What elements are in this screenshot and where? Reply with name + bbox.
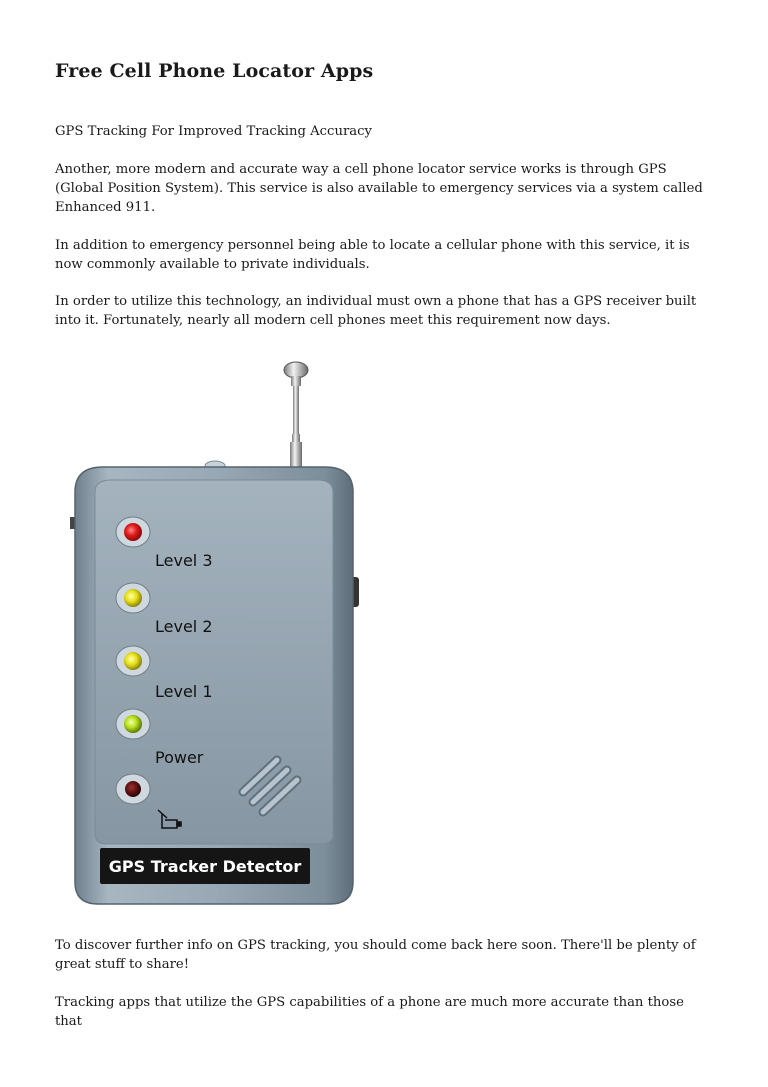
body-paragraph-3: In order to utilize this technology, an individual must own a phone that has a GPS receiver built into it. Fortunately, nearly all modern cell phones meet this requirement now days. [55,294,697,328]
level-3-label: Level 3 [155,551,213,570]
body-paragraph-1: Another, more modern and accurate way a cell phone locator service works is through GPS (Global Position System). This service is also available to emergency services via a system called Enhanced 911. [55,162,703,215]
power-label: Power [155,748,204,767]
subheading-paragraph: GPS Tracking For Improved Tracking Accuracy [55,124,372,139]
led-power [116,709,150,739]
led-battery [116,774,150,804]
level-2-label: Level 2 [155,617,213,636]
page-title: Free Cell Phone Locator Apps [55,60,374,82]
gps-tracker-image [55,352,365,912]
level-1-label: Level 1 [155,682,213,701]
body-paragraph-5: Tracking apps that utilize the GPS capabilities of a phone are much more accurate than those that [55,995,684,1029]
led-level-3 [116,517,150,547]
gps-tracker-device-illustration [55,352,365,912]
led-level-1 [116,646,150,676]
product-label: GPS Tracker Detector [108,857,302,876]
body-paragraph-4: To discover further info on GPS tracking, you should come back here soon. There'll be plenty of great stuff to share! [55,938,696,972]
body-paragraph-2: In addition to emergency personnel being able to locate a cellular phone with this service, it is now commonly available to private individuals. [55,238,690,272]
led-level-2 [116,583,150,613]
antenna [284,362,308,480]
